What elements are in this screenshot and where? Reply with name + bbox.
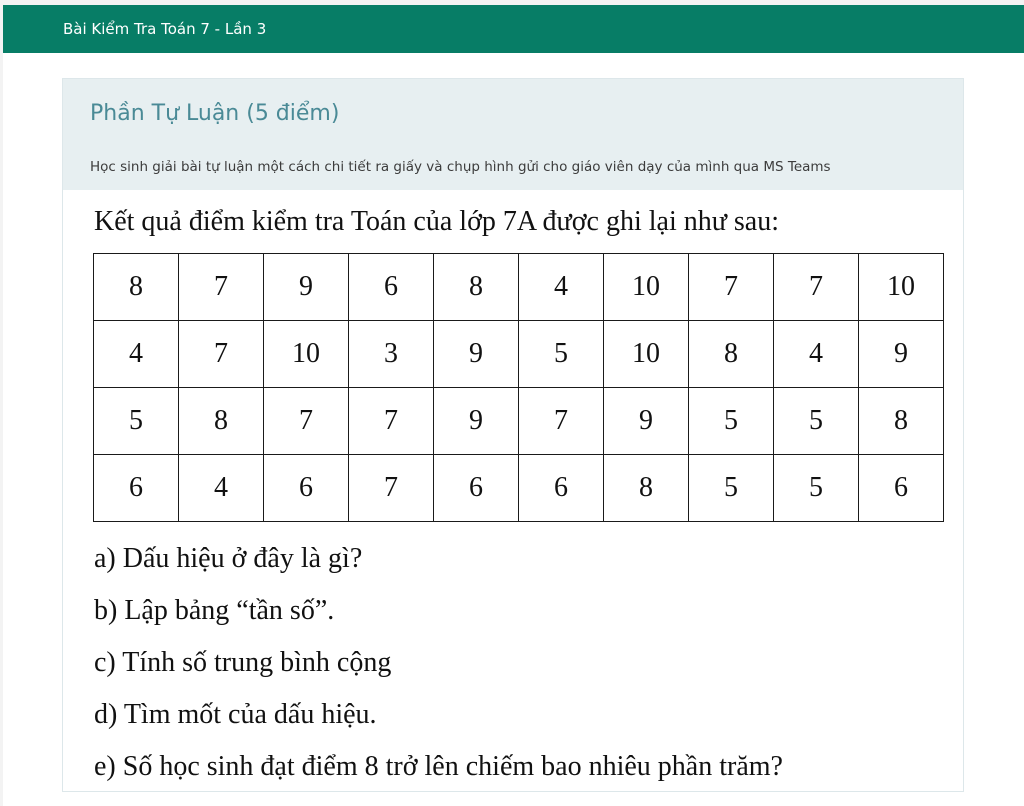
- table-cell: 7: [349, 455, 434, 522]
- table-cell: 9: [434, 388, 519, 455]
- table-cell: 5: [689, 388, 774, 455]
- section-title: Phần Tự Luận (5 điểm): [90, 101, 340, 126]
- section-description: Học sinh giải bài tự luận một cách chi tiết ra giấy và chụp hình gửi cho giáo viên dạy của mình qua MS Teams: [90, 159, 831, 175]
- table-cell: 4: [774, 321, 859, 388]
- table-row: [94, 254, 944, 321]
- table-cell: 7: [179, 254, 264, 321]
- table-cell: 7: [774, 254, 859, 321]
- form-header-bar: [3, 5, 1024, 53]
- table-cell: 8: [94, 254, 179, 321]
- table-cell: 5: [689, 455, 774, 522]
- table-cell: 6: [349, 254, 434, 321]
- table-cell: 5: [774, 455, 859, 522]
- form-title: Bài Kiểm Tra Toán 7 - Lần 3: [63, 20, 267, 38]
- table-cell: 8: [434, 254, 519, 321]
- table-cell: 6: [434, 455, 519, 522]
- table-cell: 6: [94, 455, 179, 522]
- section-card: [62, 78, 964, 792]
- table-cell: 9: [604, 388, 689, 455]
- table-cell: 6: [519, 455, 604, 522]
- question-item: c) Tính số trung bình cộng: [94, 647, 392, 678]
- table-cell: 10: [604, 254, 689, 321]
- table-cell: 8: [179, 388, 264, 455]
- table-row: [94, 321, 944, 388]
- table-cell: 4: [94, 321, 179, 388]
- table-cell: 6: [859, 455, 944, 522]
- problem-image: [63, 190, 963, 790]
- table-cell: 7: [349, 388, 434, 455]
- problem-intro: Kết quả điểm kiểm tra Toán của lớp 7A được ghi lại như sau:: [94, 206, 780, 237]
- table-cell: 7: [264, 388, 349, 455]
- table-cell: 9: [264, 254, 349, 321]
- question-item: b) Lập bảng “tần số”.: [94, 595, 335, 626]
- table-cell: 8: [859, 388, 944, 455]
- table-cell: 8: [689, 321, 774, 388]
- question-item: e) Số học sinh đạt điểm 8 trở lên chiếm bao nhiêu phần trăm?: [94, 751, 783, 782]
- table-row: [94, 455, 944, 522]
- table-cell: 10: [859, 254, 944, 321]
- table-cell: 7: [689, 254, 774, 321]
- table-cell: 9: [434, 321, 519, 388]
- table-cell: 7: [519, 388, 604, 455]
- table-cell: 6: [264, 455, 349, 522]
- table-cell: 5: [774, 388, 859, 455]
- table-cell: 10: [264, 321, 349, 388]
- table-cell: 8: [604, 455, 689, 522]
- scores-table: [93, 253, 944, 522]
- table-cell: 3: [349, 321, 434, 388]
- question-list: [94, 542, 783, 802]
- question-item: d) Tìm mốt của dấu hiệu.: [94, 699, 377, 730]
- section-header: [63, 79, 963, 190]
- question-item: a) Dấu hiệu ở đây là gì?: [94, 543, 363, 574]
- table-cell: 4: [179, 455, 264, 522]
- table-cell: 5: [94, 388, 179, 455]
- table-cell: 4: [519, 254, 604, 321]
- table-cell: 7: [179, 321, 264, 388]
- table-cell: 10: [604, 321, 689, 388]
- table-cell: 5: [519, 321, 604, 388]
- table-cell: 9: [859, 321, 944, 388]
- table-row: [94, 388, 944, 455]
